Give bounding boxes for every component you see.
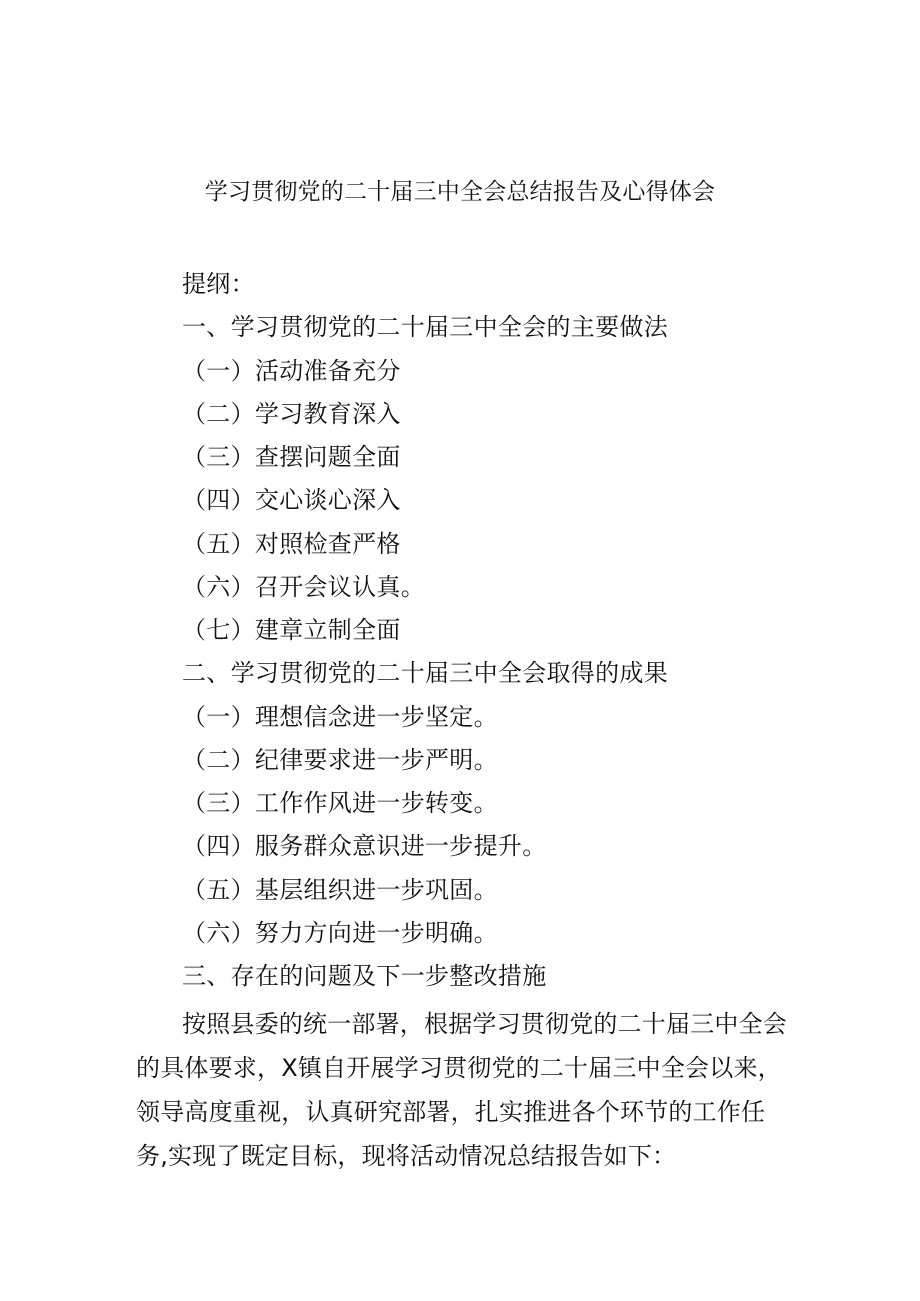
document-title: 学习贯彻党的二十届三中全会总结报告及心得体会 xyxy=(204,179,716,205)
section-2-item: （一）理想信念进一步坚定。 xyxy=(182,703,498,731)
body-paragraph: 按照县委的统一部署，根据学习贯彻党的二十届三中全会的具体要求，X镇自开展学习贯彻党的二十届三中全会以来，领导高度重视，认真研究部署，扎实推进各个环节的工作任务,实现了既定目标，现将活动情况总结报告如下： xyxy=(136,1010,787,1170)
section-1-item: （七）建章立制全面 xyxy=(182,616,401,644)
section-2-item: （二）纪律要求进一步严明。 xyxy=(182,746,498,774)
section-2-item: （四）服务群众意识进一步提升。 xyxy=(182,832,547,860)
section-1-item: （六）召开会议认真。 xyxy=(182,573,425,601)
section-2-item: （五）基层组织进一步巩固。 xyxy=(182,876,498,904)
section-2-item: （三）工作作风进一步转变。 xyxy=(182,789,498,817)
section-2-heading: 二、学习贯彻党的二十届三中全会取得的成果 xyxy=(182,659,668,687)
section-1-item: （三）查摆问题全面 xyxy=(182,443,401,471)
section-3-heading: 三、存在的问题及下一步整改措施 xyxy=(182,962,547,990)
section-1-item: （五）对照检查严格 xyxy=(182,530,401,558)
section-1-item: （四）交心谈心深入 xyxy=(182,486,401,514)
section-1-heading: 一、学习贯彻党的二十届三中全会的主要做法 xyxy=(182,313,668,341)
outline-label: 提纲： xyxy=(182,270,255,298)
section-1-item: （一）活动准备充分 xyxy=(182,357,401,385)
section-2-item: （六）努力方向进一步明确。 xyxy=(182,919,498,947)
section-1-item: （二）学习教育深入 xyxy=(182,400,401,428)
